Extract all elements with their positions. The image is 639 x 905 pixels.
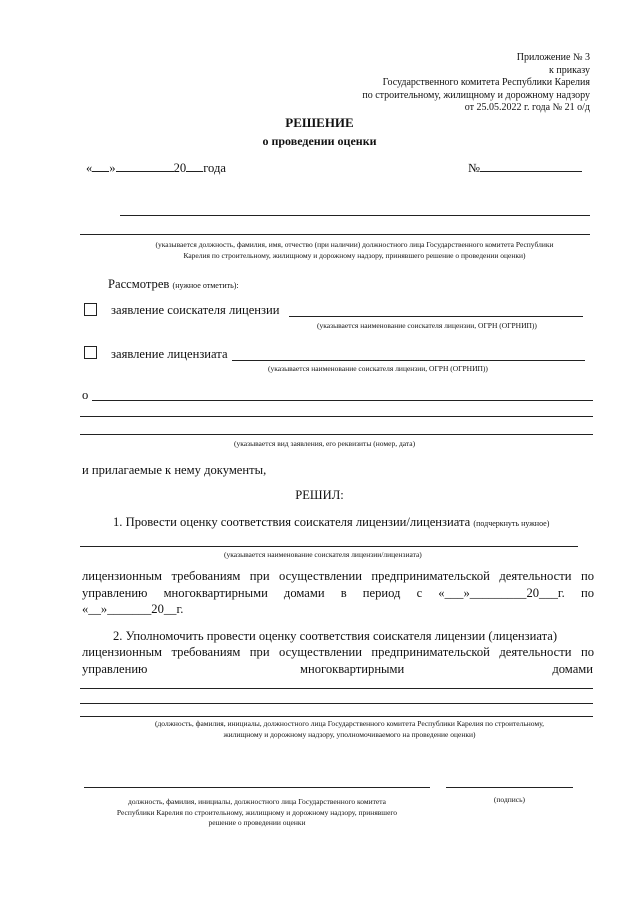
appendix-number: Приложение № 3 bbox=[516, 52, 590, 63]
considered-label: Рассмотрев bbox=[108, 277, 170, 291]
item1-name-line bbox=[80, 546, 578, 547]
appendix-order: к приказу bbox=[549, 64, 590, 76]
about-line-2 bbox=[80, 416, 593, 417]
signature-official-line bbox=[84, 787, 430, 788]
official-hint-1: (указывается должность, фамилия, имя, отчество (при наличии) должностного лица Государственного комитета Республики bbox=[155, 240, 554, 249]
signature-official-hint bbox=[84, 797, 430, 829]
signature-official-1: должность, фамилия, инициалы, должностного лица Государственного комитета bbox=[128, 797, 386, 806]
considered-hint: (нужное отметить): bbox=[172, 281, 239, 290]
option-applicant-line bbox=[289, 316, 583, 317]
item2-line-3b: многоквартирными bbox=[300, 662, 405, 676]
item2-hint bbox=[0, 718, 639, 740]
about-line-3 bbox=[80, 434, 593, 435]
number-field bbox=[468, 161, 582, 176]
decided-heading: РЕШИЛ: bbox=[295, 488, 344, 502]
item1-name-hint: (указывается наименование соискателя лицензии/лицензиата) bbox=[224, 550, 422, 559]
date-year-suffix: года bbox=[203, 161, 226, 175]
appendix-header bbox=[362, 52, 590, 115]
item2-line-6 bbox=[80, 716, 593, 717]
item2-hint-1: (должность, фамилия, инициалы, должностного лица Государственного комитета Республики Карелия по строительному, bbox=[154, 719, 545, 728]
item1-line-1: лицензионным требованиям при осуществлении предпринимательской деятельности по bbox=[82, 569, 594, 583]
considered-row bbox=[108, 277, 239, 292]
item2-line-3c: домами bbox=[552, 662, 593, 676]
option-licensee-line bbox=[232, 360, 585, 361]
option-applicant-hint: (указывается наименование соискателя лицензии, ОГРН (ОГРНИП)) bbox=[317, 321, 537, 330]
official-line-1 bbox=[120, 215, 590, 216]
option-licensee-hint: (указывается наименование соискателя лицензии, ОГРН (ОГРНИП)) bbox=[268, 364, 488, 373]
signature-official-3: решение о проведении оценки bbox=[208, 818, 306, 827]
item2-hint-2: жилищному и дорожному надзору, уполномочиваемого на проведение оценки) bbox=[223, 730, 476, 739]
option-licensee-label: заявление лицензиата bbox=[111, 347, 228, 361]
item1-hint: (подчеркнуть нужное) bbox=[473, 519, 550, 528]
attached-text: и прилагаемые к нему документы, bbox=[82, 463, 267, 477]
option-applicant-checkbox[interactable] bbox=[84, 303, 97, 316]
signature-official-2: Республики Карелия по строительному, жилищному и дорожному надзору, принявшего bbox=[116, 807, 398, 817]
signature-sign-hint: (подпись) bbox=[493, 795, 526, 804]
item2-line-4 bbox=[80, 688, 593, 689]
item1-text bbox=[113, 515, 549, 530]
option-applicant-label: заявление соискателя лицензии bbox=[111, 303, 280, 317]
item2-line-5 bbox=[80, 703, 593, 704]
number-label: № bbox=[468, 161, 481, 175]
appendix-committee-2: по строительному, жилищному и дорожному надзору bbox=[362, 89, 590, 101]
about-line-1 bbox=[92, 400, 593, 401]
document-title: РЕШЕНИЕ bbox=[285, 115, 354, 130]
document-subtitle: о проведении оценки bbox=[262, 134, 377, 148]
item1-line-2: управлению многоквартирными домами в период с «___»_________20___г. по bbox=[82, 586, 594, 600]
date-year-prefix: 20 bbox=[173, 161, 187, 175]
date-close-quote: » bbox=[109, 161, 116, 175]
date-field bbox=[86, 161, 226, 176]
signature-sign-line bbox=[446, 787, 573, 788]
item1-line-3: «__»_______20__г. bbox=[82, 602, 184, 616]
official-hint-2: Карелия по строительному, жилищному и дорожному надзору, принявшего решение о проведении оценки) bbox=[183, 251, 526, 260]
appendix-date: от 25.05.2022 г. года № 21 о/д bbox=[464, 102, 590, 114]
option-licensee-checkbox[interactable] bbox=[84, 346, 97, 359]
about-label: о bbox=[82, 388, 89, 402]
about-hint: (указывается вид заявления, его реквизиты (номер, дата) bbox=[234, 439, 416, 448]
item2-line-3a: управлению bbox=[82, 662, 148, 676]
official-line-2 bbox=[80, 234, 590, 235]
appendix-committee-1: Государственного комитета Республики Карелия bbox=[382, 77, 590, 89]
item2-line-1: 2. Уполномочить провести оценку соответствия соискателя лицензии (лицензиата) bbox=[113, 629, 558, 643]
date-open-quote: « bbox=[86, 161, 93, 175]
official-hint bbox=[0, 239, 639, 261]
item1-main: 1. Провести оценку соответствия соискателя лицензии/лицензиата bbox=[113, 515, 471, 529]
item2-line-2: лицензионным требованиям при осуществлении предпринимательской деятельности по bbox=[82, 645, 594, 659]
